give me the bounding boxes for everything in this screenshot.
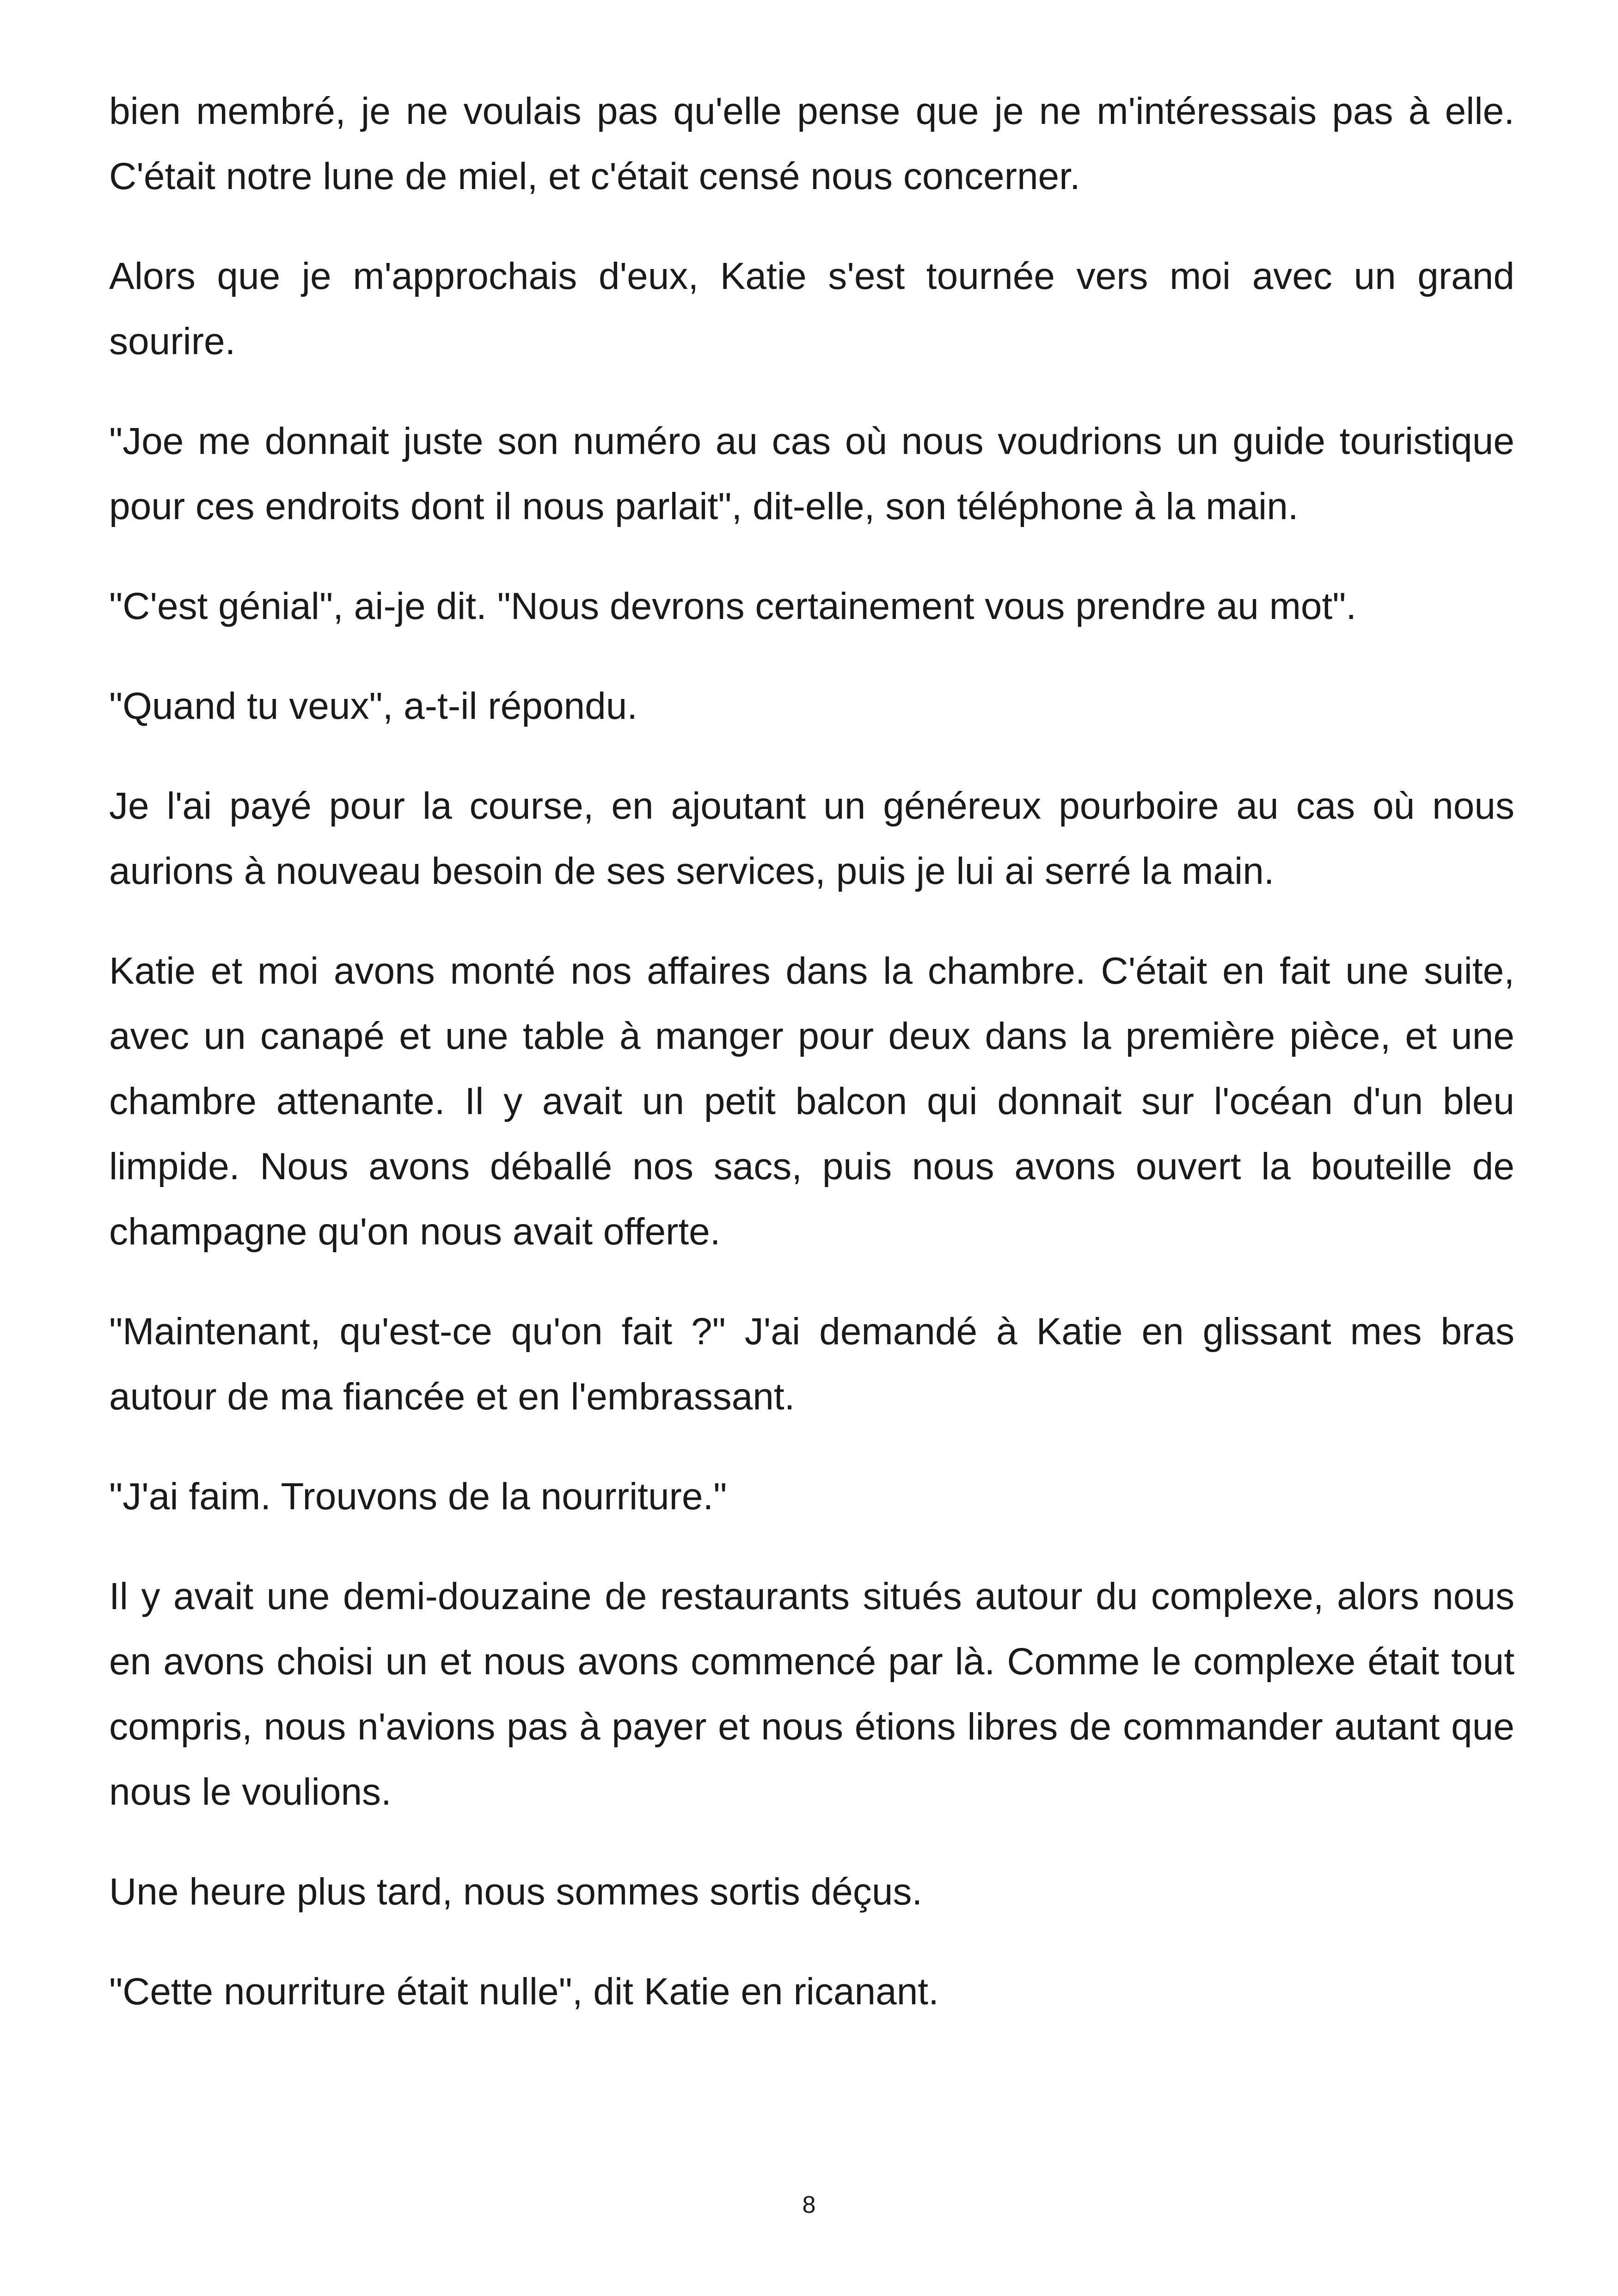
paragraph: Il y avait une demi-douzaine de restaurants situés autour du complexe, alors nous en avons choisi un et nous avons commencé par là. Comme le complexe était tout compris, nous n'avions pas à payer et nous étions libres de commander autant que nous le voulions. [109,1575,1514,1813]
paragraph: "C'est génial", ai-je dit. "Nous devrons certainement vous prendre au mot". [109,585,1357,627]
paragraph: bien membré, je ne voulais pas qu'elle pense que je ne m'intéressais pas à elle. C'était notre lune de miel, et c'était censé nous concerner. [109,90,1514,197]
paragraph: Je l'ai payé pour la course, en ajoutant un généreux pourboire au cas où nous aurions à nouveau besoin de ses services, puis je lui ai serré la main. [109,785,1514,892]
paragraph: Katie et moi avons monté nos affaires dans la chambre. C'était en fait une suite, avec un canapé et une table à manger pour deux dans la première pièce, et une chambre attenante. Il y avait un petit balcon qui donnait sur l'océan d'un bleu limpide. Nous avons déballé nos sacs, puis nous avons ouvert la bouteille de champagne qu'on nous avait offerte. [109,950,1514,1253]
paragraph: "Quand tu veux", a-t-il répondu. [109,685,638,727]
paragraph: Alors que je m'approchais d'eux, Katie s'est tournée vers moi avec un grand sourire. [109,255,1514,362]
paragraph: Une heure plus tard, nous sommes sortis déçus. [109,1871,923,1913]
paragraph: "Cette nourriture était nulle", dit Katie en ricanant. [109,1971,939,2013]
paragraph: "Maintenant, qu'est-ce qu'on fait ?" J'ai demandé à Katie en glissant mes bras autour de ma fiancée et en l'embrassant. [109,1310,1514,1418]
body-text [109,79,1514,2059]
paragraph: "Joe me donnait juste son numéro au cas où nous voudrions un guide touristique pour ces endroits dont il nous parlait", dit-elle, son téléphone à la main. [109,420,1514,527]
page-number: 8 [802,2192,816,2218]
paragraph: "J'ai faim. Trouvons de la nourriture." [109,1476,727,1518]
